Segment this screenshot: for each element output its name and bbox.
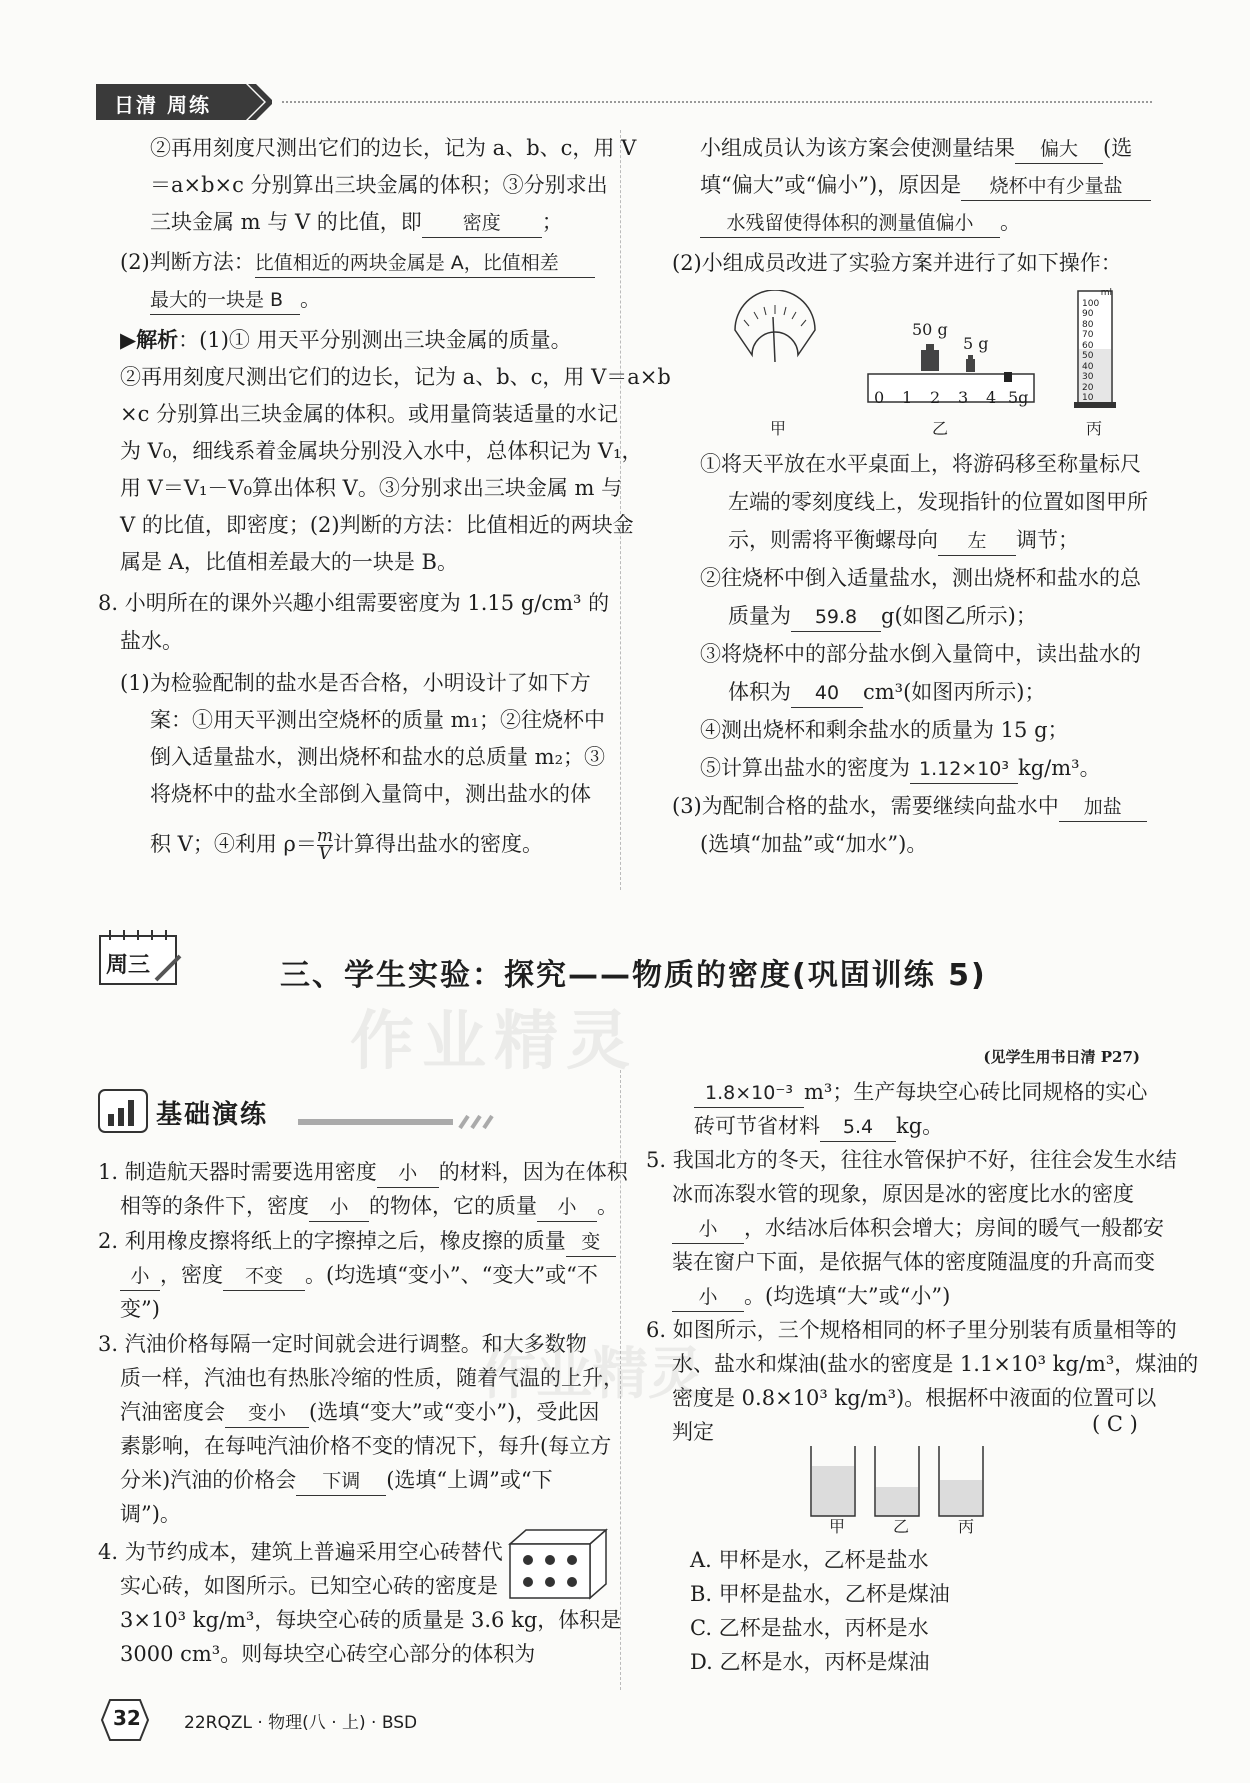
cylinder-tick: 80 — [1082, 319, 1094, 330]
q3-line-3: 汽油密度会 变小 (选填“变大”或“变小”)，受此因 — [120, 1398, 599, 1428]
q8-step-2b: 质量为 59.8 g(如图乙所示)； — [728, 602, 1037, 632]
q7-answer-method-2: 最大的一块是 B — [150, 286, 300, 315]
q8-part2-heading: (2)小组成员改进了实验方案并进行了如下操作： — [672, 251, 1122, 275]
q2-line-2: 小 ，密度 不变 。(均选填“变小”、“变大”或“不 — [120, 1261, 598, 1291]
q4-line-3: 3×10³ kg/m³，每块空心砖的质量是 3.6 kg，体积是 — [120, 1608, 622, 1632]
section-title: 三、学生实验：探究——物质的密度(巩固训练 5) — [280, 958, 987, 993]
scale-tick: 1 — [902, 388, 913, 407]
q7-analysis-line-3: ×c 分别算出三块金属的体积。或用量筒装适量的水记 — [120, 402, 619, 426]
q2-answer-2: 不变 — [223, 1262, 305, 1291]
page-number: 32 — [113, 1706, 141, 1730]
q3-answer-1: 变小 — [225, 1399, 309, 1428]
page-number-badge — [100, 1698, 150, 1742]
q7-line-3: 三块金属 m 与 V 的比值，即 密度 ； — [150, 208, 563, 238]
basic-practice-banner — [98, 1088, 498, 1134]
cylinder-tick: 100 — [1082, 298, 1100, 309]
q8-step-1b: 左端的零刻度线上，发现指针的位置如图甲所 — [728, 490, 1148, 514]
q3-line-1: 3. 汽油价格每隔一定时间就会进行调整。和大多数物 — [98, 1332, 587, 1356]
watermark: 作业精灵 — [480, 1342, 704, 1407]
q8-answer-adjust: 加盐 — [1059, 793, 1147, 822]
q7-analysis-line-5: 用 V＝V₁－V₀算出体积 V。③分别求出三块金属 m 与 — [120, 476, 623, 500]
q6-line-2: 水、盐水和煤油(盐水的密度是 1.1×10³ kg/m³，煤油的 — [672, 1352, 1199, 1376]
q2-line-3: 变”) — [120, 1297, 160, 1321]
q7-analysis-line-6: V 的比值，即密度；(2)判断的方法：比值相近的两块金 — [120, 513, 634, 537]
figure-label-yi: 乙 — [932, 419, 949, 438]
cup-liquid — [876, 1487, 918, 1516]
q8-answer-result: 偏大 — [1015, 135, 1103, 164]
q3-line-4: 素影响，在每吨汽油价格不变的情况下，每升(每立方 — [120, 1434, 612, 1458]
header-dotted-line — [282, 101, 1152, 103]
cylinder-tick-labels — [1082, 288, 1112, 404]
q4-line-4: 3000 cm³。则每块空心砖空心部分的体积为 — [120, 1642, 536, 1666]
day-badge — [98, 926, 184, 988]
q8-line-3: (1)为检验配制的盐水是否合格，小明设计了如下方 — [120, 671, 591, 695]
q4-line-2: 实心砖，如图所示。已知空心砖的密度是 — [120, 1574, 498, 1598]
q8-part3-line-1: (3)为配制合格的盐水，需要继续向盐水中 加盐 — [672, 792, 1147, 822]
q5-answer-1: 小 — [672, 1215, 744, 1244]
q2-answer-1: 变 — [566, 1228, 616, 1257]
q8-step-2a: ②往烧杯中倒入适量盐水，测出烧杯和盐水的总 — [700, 566, 1141, 590]
q6-option-a: A. 甲杯是水，乙杯是盐水 — [690, 1548, 929, 1572]
q2-answer-1b: 小 — [120, 1262, 160, 1291]
q3-line-5: 分米)汽油的价格会 下调 (选填“上调”或“下 — [120, 1466, 553, 1496]
cylinder-tick: 20 — [1082, 382, 1094, 393]
q8-step-1c: 示，则需将平衡螺母向 左 调节； — [728, 526, 1079, 556]
header-tab — [96, 84, 272, 120]
q3-line-6: 调”)。 — [120, 1502, 181, 1526]
q1-answer-1: 小 — [377, 1159, 439, 1188]
q8-line-7: 积 V；④利用 ρ＝ $\frac{m}{V}$ 计算得出盐水的密度。 — [150, 826, 543, 864]
q8-part3-line-2: (选填“加盐”或“加水”)。 — [700, 832, 928, 856]
day-label: 周三 — [106, 953, 151, 978]
density-formula-fraction: $\frac{m}{V}$ — [316, 826, 333, 864]
q7-analysis-line-1: ▶解析：(1)① 用天平分别测出三块金属的质量。 — [120, 327, 572, 352]
watermark: 作业精灵 — [350, 1005, 638, 1079]
q7-analysis-line-2: ②再用刻度尺测出它们的边长，记为 a、b、c，用 V＝a×b — [120, 365, 671, 389]
q8-answer-reason: 烧杯中有少量盐 — [961, 172, 1151, 201]
q8-answer-direction: 左 — [938, 527, 1016, 556]
q6-line-4: 判定 — [672, 1420, 714, 1444]
book-code: 22RQZL · 物理(八 · 上) · BSD — [184, 1713, 418, 1733]
q5-line-4: 装在窗户下面，是依据气体的密度随温度的升高而变 — [672, 1250, 1155, 1274]
cup-label-jia: 甲 — [829, 1517, 846, 1536]
cylinder-tick: 70 — [1082, 330, 1094, 340]
q7-answer-method: 比值相近的两块金属是 A，比值相差 — [255, 249, 595, 278]
q4-answer-volume: 1.8×10⁻³ — [694, 1079, 804, 1108]
q5-line-2: 冰而冻裂水管的现象，原因是冰的密度比水的密度 — [672, 1182, 1134, 1206]
q3-answer-2: 下调 — [296, 1467, 386, 1496]
scale-tick: 3 — [958, 388, 969, 407]
q7-line-1: ②再用刻度尺测出它们的边长，记为 a、b、c，用 V — [150, 136, 637, 160]
cup-label-yi: 乙 — [893, 1517, 910, 1536]
scale-tick: 0 — [874, 388, 885, 407]
q8-line-2: 盐水。 — [120, 629, 183, 653]
q8-answer-mass: 59.8 — [791, 603, 881, 632]
cylinder-tick: 30 — [1082, 372, 1094, 382]
q5-line-5: 小 。(均选填“大”或“小”) — [672, 1282, 950, 1312]
student-book-ref: (见学生用书日清 P27) — [983, 1048, 1140, 1066]
weight-5g-label: 5 g — [963, 334, 989, 353]
column-divider-top — [620, 130, 621, 890]
q8-step-5: ⑤计算出盐水的密度为 1.12×10³ kg/m³。 — [700, 754, 1101, 784]
cup-liquid — [940, 1480, 982, 1516]
weight-50g-label: 50 g — [912, 320, 948, 339]
q8-answer-reason-2: 水残留使得体积的测量值偏小 — [700, 209, 1000, 238]
scale-tick: 4 — [986, 388, 997, 407]
q8-right-line-1: 小组成员认为该方案会使测量结果 偏大 (选 — [700, 134, 1132, 164]
q1-line-1: 1. 制造航天器时需要选用密度 小 的材料，因为在体积 — [98, 1158, 628, 1188]
cup-liquid — [812, 1466, 854, 1516]
q8-line-5: 倒入适量盐水，测出烧杯和盐水的总质量 m₂；③ — [150, 745, 606, 769]
q6-line-3: 密度是 0.8×10³ kg/m³)。根据杯中液面的位置可以 — [672, 1386, 1157, 1410]
q1-line-2: 相等的条件下，密度 小 的物体，它的质量 小 。 — [120, 1192, 618, 1222]
q8-line-6: 将烧杯中的盐水全部倒入量筒中，测出盐水的体 — [150, 782, 591, 806]
q7-part2-line-2: 最大的一块是 B 。 — [150, 285, 321, 315]
q4-right-line-1: 1.8×10⁻³ m³；生产每块空心砖比同规格的实心 — [694, 1078, 1147, 1108]
q8-step-3b: 体积为 40 cm³(如图丙所示)； — [728, 678, 1045, 708]
cylinder-tick: 50 — [1082, 351, 1094, 361]
hollow-brick-figure — [506, 1526, 610, 1602]
q6-answer: ( C ) — [1092, 1412, 1138, 1436]
q7-answer-density: 密度 — [422, 209, 542, 238]
q6-line-1: 6. 如图所示，三个规格相同的杯子里分别装有质量相等的 — [646, 1318, 1177, 1342]
q7-part2-line-1: (2)判断方法：比值相近的两块金属是 A，比值相差 — [120, 248, 595, 278]
cups-figure — [805, 1440, 1005, 1522]
q8-answer-volume: 40 — [791, 679, 863, 708]
q8-right-line-2: 填“偏大”或“偏小”)，原因是 烧杯中有少量盐 — [700, 171, 1151, 201]
q5-line-1: 5. 我国北方的冬天，往往水管保护不好，往往会发生水结 — [646, 1148, 1177, 1172]
q7-analysis-line-7: 属是 A，比值相差最大的一块是 B。 — [120, 550, 458, 574]
scale-tick: 5g — [1008, 388, 1029, 407]
figure-jia-dial — [730, 290, 820, 370]
figure-label-bing: 丙 — [1086, 419, 1103, 438]
cylinder-tick: 90 — [1082, 309, 1094, 319]
basic-practice-label: 基础演练 — [156, 1100, 269, 1130]
q2-line-1: 2. 利用橡皮擦将纸上的字擦掉之后，橡皮擦的质量 变 — [98, 1227, 616, 1257]
scale-tick: 2 — [930, 388, 941, 407]
q5-answer-2: 小 — [672, 1283, 744, 1312]
q6-option-d: D. 乙杯是水，丙杯是煤油 — [690, 1650, 930, 1674]
cylinder-tick: 10 — [1082, 393, 1094, 403]
q6-option-c: C. 乙杯是盐水，丙杯是水 — [690, 1616, 929, 1640]
cup-label-bing: 丙 — [958, 1517, 975, 1536]
q7-line-2: ＝a×b×c 分别算出三块金属的体积；③分别求出 — [150, 173, 608, 197]
q8-step-1a: ①将天平放在水平桌面上，将游码移至称量标尺 — [700, 452, 1141, 476]
q8-step-4: ④测出烧杯和剩余盐水的质量为 15 g； — [700, 718, 1069, 742]
cylinder-unit: ml — [1100, 288, 1112, 298]
figure-label-jia: 甲 — [770, 419, 787, 438]
q4-line-1: 4. 为节约成本，建筑上普遍采用空心砖替代 — [98, 1540, 503, 1564]
q1-answer-3: 小 — [537, 1193, 597, 1222]
q8-answer-density: 1.12×10³ — [910, 755, 1018, 784]
cylinder-tick: 60 — [1082, 340, 1094, 351]
q8-step-3a: ③将烧杯中的部分盐水倒入量筒中，读出盐水的 — [700, 642, 1141, 666]
q1-answer-2: 小 — [309, 1193, 369, 1222]
q8-line-1: 8. 小明所在的课外兴趣小组需要密度为 1.15 g/cm³ 的 — [98, 591, 610, 615]
q8-right-line-3: 水残留使得体积的测量值偏小 。 — [700, 208, 1021, 238]
q4-answer-saved: 5.4 — [820, 1113, 896, 1142]
q6-option-b: B. 甲杯是盐水，乙杯是煤油 — [690, 1582, 950, 1606]
header-tab-label: 日清 周练 — [114, 93, 211, 117]
cylinder-tick: 40 — [1082, 361, 1094, 372]
q7-analysis-line-4: 为 V₀，细线系着金属块分别没入水中，总体积记为 V₁， — [120, 439, 643, 463]
analysis-label: 解析 — [136, 327, 179, 352]
q8-line-4: 案：①用天平测出空烧杯的质量 m₁；②往烧杯中 — [150, 708, 606, 732]
q4-right-line-2: 砖可节省材料 5.4 kg。 — [694, 1112, 943, 1142]
q5-line-3: 小 ，水结冰后体积会增大；房间的暖气一般都安 — [672, 1214, 1164, 1244]
q3-line-2: 质一样，汽油也有热胀冷缩的性质，随着气温的上升， — [120, 1366, 624, 1390]
